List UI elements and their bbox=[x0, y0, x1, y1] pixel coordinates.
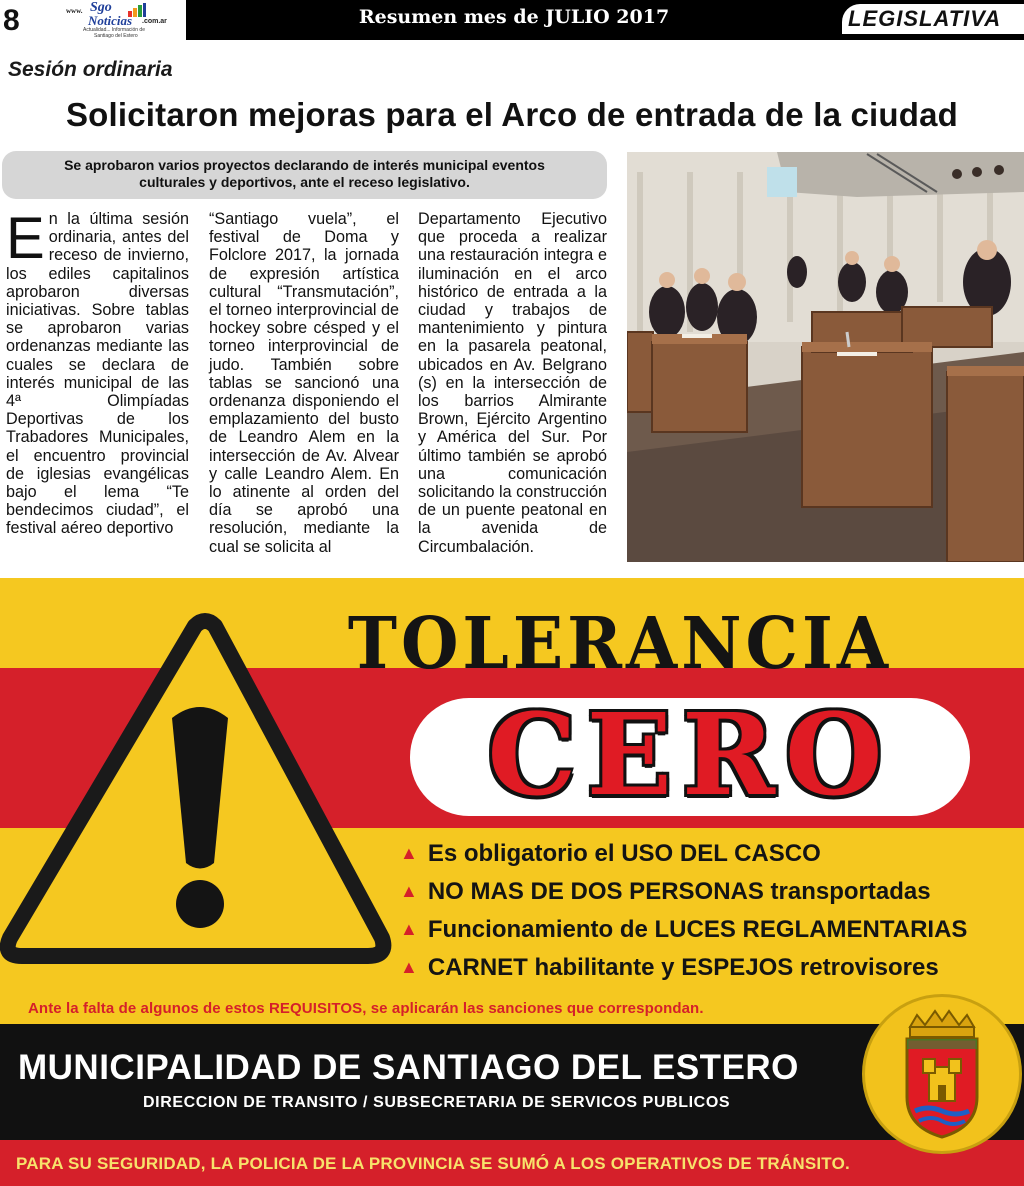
logo-name-top: Sgo bbox=[90, 0, 112, 15]
red-triangle-icon: ▲ bbox=[400, 957, 418, 977]
item-text-caps: NO MAS DE DOS PERSONAS bbox=[427, 878, 764, 905]
article-lead bbox=[2, 151, 607, 199]
list-item bbox=[400, 878, 931, 906]
lead-line: Se aprobaron varios proyectos declarando de interés municipal eventos bbox=[64, 157, 545, 173]
municipality-name: MUNICIPALIDAD DE SANTIAGO DEL ESTERO bbox=[18, 1048, 799, 1087]
article-kicker: Sesión ordinaria bbox=[8, 58, 173, 81]
item-text-caps: ESPEJOS bbox=[681, 954, 794, 981]
department-name: DIRECCION DE TRANSITO / SUBSECRETARIA DE SERVICOS PUBLICOS bbox=[143, 1094, 731, 1111]
page-header bbox=[0, 0, 1024, 40]
council-chamber-image bbox=[627, 152, 1024, 562]
item-text-caps: LUCES REGLAMENTARIAS bbox=[654, 916, 968, 943]
logo-tagline-2: Santiago del Estero bbox=[94, 33, 138, 39]
article-column-2: “Santiago vuela”, el festival de Doma y Folclore 2017, la jornada de expresión artística cultural “Transmutación”, el torneo interprovincial de hockey sobre césped y el torneo interprovincial de judo. También sobre tablas se sancionó una ordenanza disponiendo el emplazamiento del busto de Leandro Alem en la intersección de Av. Alvear y calle Leandro Alem. En lo atinente al orden del día se aprobó una resolución, mediante la cual se solicita al bbox=[209, 210, 399, 556]
article-headline: Solicitaron mejoras para el Arco de entrada de la ciudad bbox=[65, 96, 959, 133]
logo-domain: .com.ar bbox=[142, 18, 167, 25]
item-text: Es obligatorio el bbox=[427, 840, 622, 867]
ad-title-top: TOLERANCIA bbox=[347, 600, 893, 686]
list-item bbox=[400, 954, 939, 982]
ad-title-main: CERO bbox=[487, 690, 893, 821]
site-logo[interactable] bbox=[36, 0, 186, 40]
red-triangle-icon: ▲ bbox=[400, 881, 418, 901]
item-text-caps: USO DEL CASCO bbox=[621, 840, 821, 867]
list-item bbox=[400, 840, 821, 868]
ad-warning-text: Ante la falta de algunos de estos REQUISITOS, se aplicarán las sanciones que correspondan. bbox=[28, 1000, 704, 1017]
item-text: transportadas bbox=[763, 878, 931, 905]
coat-of-arms-icon bbox=[865, 997, 1019, 1151]
traffic-advertisement[interactable] bbox=[0, 578, 1024, 1186]
column-text: n la última sesión ordinaria, antes del receso de invierno, los ediles capitalinos aprobaron diversas iniciativas. Sobre tablas se aprobaron varias ordenanzas mediante las cuales se declara de interés municipal de las 4ª Olimpíadas Deportivas de los Trabadores Municipales, el encuentro provincial de iglesias evangélicas bajo el lema “Te bendecimos ciudad”, el festival aéreo deportivo bbox=[6, 210, 189, 538]
red-triangle-icon: ▲ bbox=[400, 843, 418, 863]
item-text: Funcionamiento de bbox=[427, 916, 655, 943]
section-label: LEGISLATIVA bbox=[842, 4, 1024, 34]
item-text-caps: CARNET bbox=[427, 954, 528, 981]
page-number: 8 bbox=[0, 0, 36, 40]
item-text: habilitante y bbox=[527, 954, 682, 981]
issue-summary: Resumen mes de JULIO 2017 bbox=[358, 6, 670, 28]
logo-name-bottom: Noticias bbox=[88, 13, 133, 28]
city-coat-of-arms-icon bbox=[862, 994, 1022, 1154]
list-item bbox=[400, 916, 967, 944]
article-column-3: Departamento Ejecutivo que proceda a realizar una restauración integra e iluminación en el arco histórico de entrada a la ciudad y trabajos de mantenimiento y pintura en la pasarela peatonal, ubicados en Av. Belgrano (s) en la intersección de los barrios Almirante Brown, Ejército Argentino y América del Sur. Por último también se aprobó una comunicación solicitando la construcción de un puente peatonal en la avenida de Circumbalación. bbox=[418, 210, 607, 556]
drop-cap: E bbox=[6, 206, 45, 271]
lead-line: culturales y deportivos, ante el receso legislativo. bbox=[139, 174, 470, 190]
article-column-1 bbox=[6, 206, 189, 538]
ad-footer-text: PARA SU SEGURIDAD, LA POLICIA DE LA PROVINCIA SE SUMÓ A LOS OPERATIVOS DE TRÁNSITO. bbox=[16, 1154, 850, 1173]
logo-www: www. bbox=[66, 7, 83, 15]
item-text: retrovisores bbox=[793, 954, 939, 981]
red-triangle-icon: ▲ bbox=[400, 919, 418, 939]
logo-tagline: Actualidad... Información de bbox=[83, 27, 145, 33]
council-session-photo bbox=[627, 152, 1024, 562]
